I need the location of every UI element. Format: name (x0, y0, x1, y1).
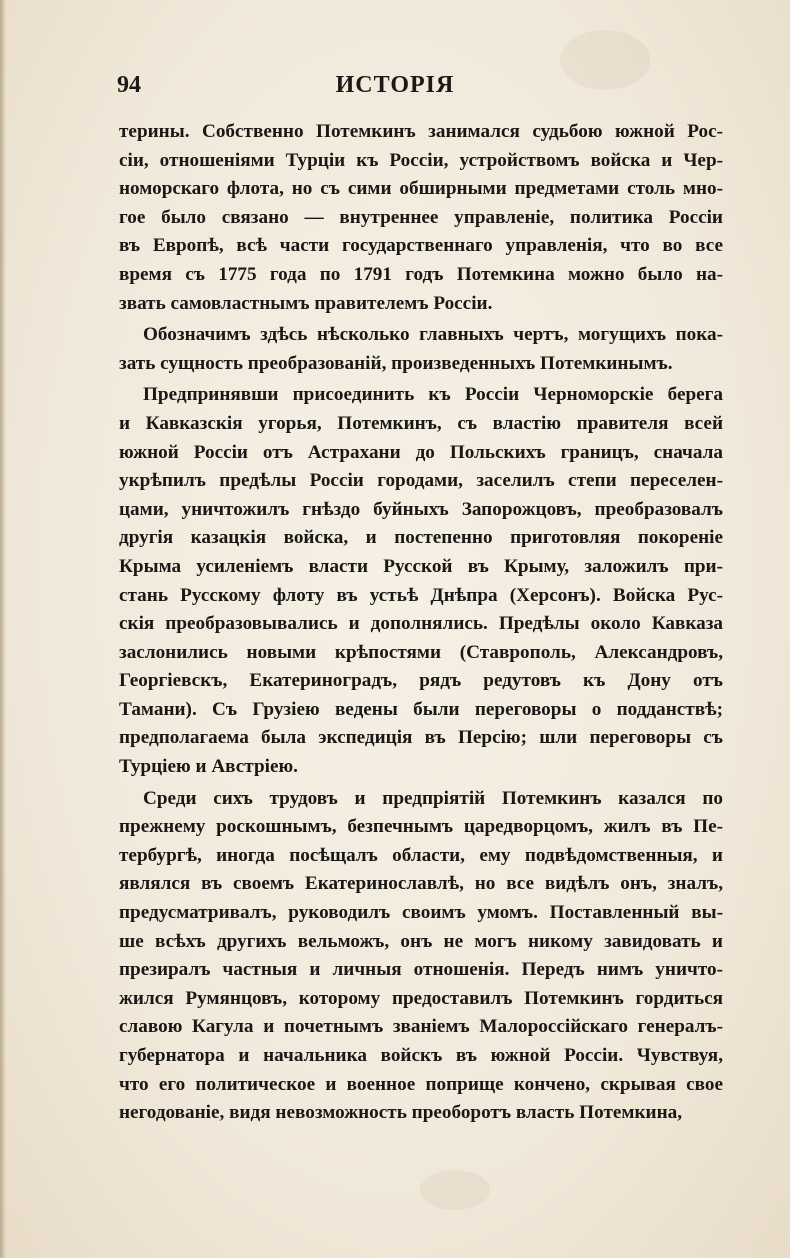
text-line: презиралъ частныя и личныя отношенія. Передъ нимъ уничто- (119, 959, 723, 981)
text-line: и Кавказскія угорья, Потемкинъ, съ властію правителя всей (119, 412, 723, 434)
text-line: жился Румянцовъ, которому предоставилъ Потемкинъ гордиться (119, 987, 723, 1009)
text-line: цами, уничтожилъ гнѣздо буйныхъ Запорожцовъ, преобразовалъ (119, 498, 723, 520)
paragraph (119, 381, 723, 781)
text-line: южной Россіи отъ Астрахани до Польскихъ границъ, сначала (119, 441, 723, 463)
text-line: что его политическое и военное поприще кончено, скрывая свое (119, 1073, 723, 1095)
text-line: ше всѣхъ другихъ вельможъ, онъ не могъ никому завидовать и (119, 930, 723, 952)
text-line: номорскаго флота, но съ сими обширными предметами столь мно- (119, 178, 723, 200)
text-line: зать сущность преобразованій, произведенныхъ Потемкинымъ. (119, 352, 673, 374)
text-line: гое было связано — внутреннее управленіе, политика Россіи (119, 206, 723, 228)
text-line: въ Европѣ, всѣ части государственнаго управленія, что во все (119, 235, 723, 257)
text-line: Турціею и Австріею. (119, 756, 298, 778)
text-line: время съ 1775 года по 1791 годъ Потемкина можно было на- (119, 263, 723, 285)
text-line: терины. Собственно Потемкинъ занимался судьбою южной Рос- (119, 121, 723, 142)
paragraph (119, 785, 723, 1128)
paper-stain (420, 1170, 490, 1210)
paragraph (119, 321, 723, 378)
text-line: являлся въ своемъ Екатеринославлѣ, но все видѣлъ онъ, зналъ, (119, 873, 723, 895)
text-line: Тамани). Съ Грузіею ведены были переговоры о подданствѣ; (119, 698, 723, 720)
page-edge-shadow (0, 0, 6, 1258)
text-line: губернатора и начальника войскъ въ южной Россіи. Чувствуя, (119, 1045, 723, 1066)
text-line: славою Кагула и почетнымъ званіемъ Малороссійскаго генералъ- (119, 1016, 723, 1038)
text-line: заслонились новыми крѣпостями (Ставрополь, Александровъ, (119, 641, 723, 663)
text-line: предусматривалъ, руководилъ своимъ умомъ. Поставленный вы- (119, 902, 723, 924)
text-line: укрѣпилъ предѣлы Россіи городами, заселилъ степи переселен- (119, 470, 723, 492)
text-line: Обозначимъ здѣсь нѣсколько главныхъ чертъ, могущихъ пока- (143, 324, 723, 346)
page-number: 94 (117, 72, 141, 98)
text-line: Крыма усиленіемъ власти Русской въ Крыму, заложилъ при- (119, 555, 723, 577)
body-text (119, 118, 723, 1128)
paragraph (119, 118, 723, 318)
text-line: сіи, отношеніями Турціи къ Россіи, устройствомъ войска и Чер- (119, 149, 723, 171)
text-line: звать самовластнымъ правителемъ Россіи. (119, 292, 493, 314)
text-line: прежнему роскошнымъ, безпечнымъ царедворцомъ, жилъ въ Пе- (119, 816, 723, 838)
text-line: негодованіе, видя невозможность преоборотъ власть Потемкина, (119, 1102, 683, 1124)
text-line: Георгіевскъ, Екатериноградъ, рядъ редутовъ къ Дону отъ (119, 670, 723, 692)
text-line: Предпринявши присоединить къ Россіи Черноморскіе берега (143, 384, 723, 406)
page-header (0, 72, 790, 106)
text-line: скія преобразовывались и дополнялись. Предѣлы около Кавказа (119, 613, 723, 635)
running-title: ИСТОРІЯ (335, 72, 455, 98)
text-line: предполагаема была экспедиція въ Персію; шли переговоры съ (119, 727, 723, 749)
text-line: стань Русскому флоту въ устьѣ Днѣпра (Херсонъ). Войска Рус- (119, 584, 723, 606)
text-line: Среди сихъ трудовъ и предпріятій Потемкинъ казался по (143, 787, 723, 809)
text-line: другія казацкія войска, и постепенно приготовляя покореніе (119, 527, 723, 549)
text-line: тербургѣ, иногда посѣщалъ области, ему подвѣдомственныя, и (119, 844, 723, 866)
